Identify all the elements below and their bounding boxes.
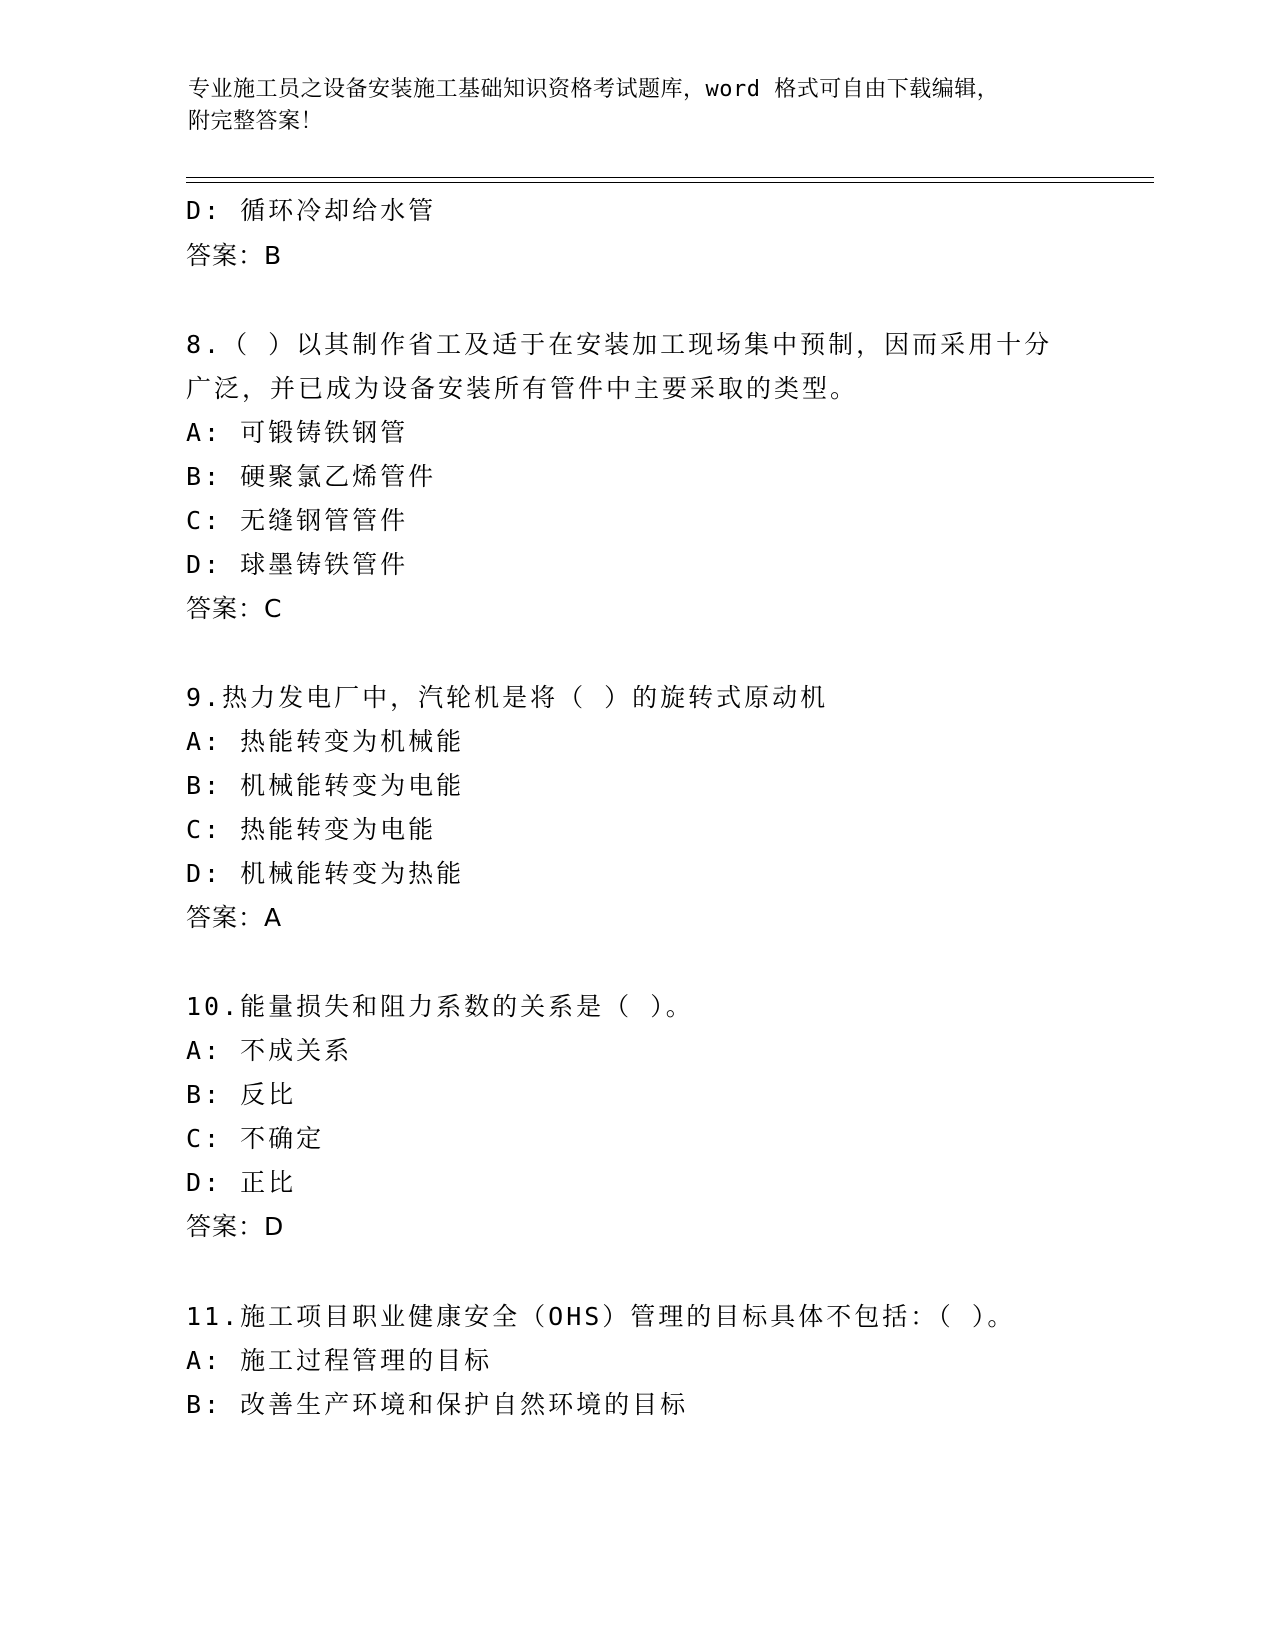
document-header (188, 74, 1088, 138)
answer-line: 答案：C (186, 594, 283, 623)
header-line-2: 附完整答案！ (188, 109, 324, 134)
question-line: 11.施工项目职业健康安全（OHS）管理的目标具体不包括：（ ）。 (186, 1302, 1016, 1331)
question-line: 10.能量损失和阻力系数的关系是（ ）。 (186, 992, 694, 1021)
option-line: D: 循环冷却给水管 (186, 196, 437, 225)
option-line: D: 机械能转变为热能 (186, 859, 465, 888)
option-line: C: 不确定 (186, 1124, 325, 1153)
option-line: A: 不成关系 (186, 1036, 353, 1065)
header-line-1: 专业施工员之设备安装施工基础知识资格考试题库，word 格式可自由下载编辑， (188, 77, 1000, 102)
question-line: 9.热力发电厂中，汽轮机是将（ ）的旋转式原动机 (186, 683, 829, 712)
option-line: C: 热能转变为电能 (186, 815, 437, 844)
option-line: D: 正比 (186, 1168, 297, 1197)
answer-line: 答案：A (186, 903, 283, 932)
header-rule-top (186, 177, 1154, 178)
header-rule-bottom (186, 182, 1154, 183)
option-line: B: 改善生产环境和保护自然环境的目标 (186, 1390, 689, 1419)
answer-line: 答案：B (186, 241, 283, 270)
question-line: 8.（ ）以其制作省工及适于在安装加工现场集中预制，因而采用十分 (186, 330, 1053, 359)
option-line: A: 热能转变为机械能 (186, 727, 465, 756)
option-line: B: 硬聚氯乙烯管件 (186, 462, 437, 491)
option-line: A: 施工过程管理的目标 (186, 1346, 493, 1375)
option-line: D: 球墨铸铁管件 (186, 550, 409, 579)
option-line: A: 可锻铸铁钢管 (186, 418, 409, 447)
question-line: 广泛，并已成为设备安装所有管件中主要采取的类型。 (186, 374, 859, 403)
option-line: C: 无缝钢管管件 (186, 506, 409, 535)
option-line: B: 反比 (186, 1080, 297, 1109)
answer-line: 答案：D (186, 1212, 285, 1241)
option-line: B: 机械能转变为电能 (186, 771, 465, 800)
